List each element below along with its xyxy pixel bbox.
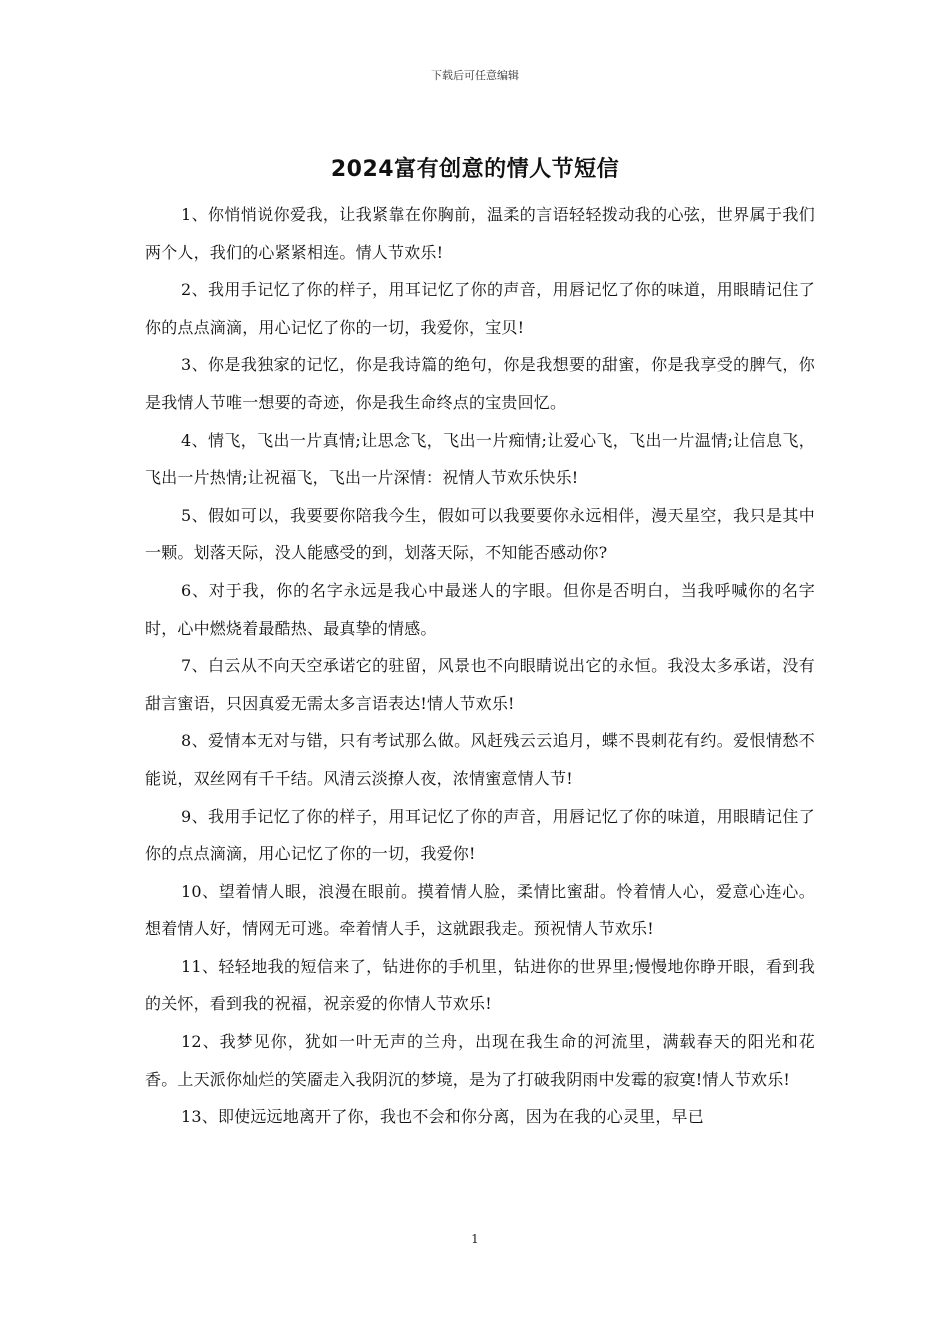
paragraph-3: 3、你是我独家的记忆，你是我诗篇的绝句，你是我想要的甜蜜，你是我享受的脾气，你是我情人节唯一想要的奇迹，你是我生命终点的宝贵回忆。	[145, 355, 815, 412]
paragraph-4: 4、情飞，飞出一片真情;让思念飞，飞出一片痴情;让爱心飞，飞出一片温情;让信息飞，飞出一片热情;让祝福飞，飞出一片深情：祝情人节欢乐快乐!	[145, 430, 815, 488]
paragraph-10: 10、望着情人眼，浪漫在眼前。摸着情人脸，柔情比蜜甜。怜着情人心，爱意心连心。想着情人好，情网无可逃。牵着情人手，这就跟我走。预祝情人节欢乐!	[145, 881, 815, 939]
paragraph-2: 2、我用手记忆了你的样子，用耳记忆了你的声音，用唇记忆了你的味道，用眼睛记住了你的点点滴滴，用心记忆了你的一切，我爱你，宝贝!	[145, 280, 815, 337]
paragraph-12: 12、我梦见你，犹如一叶无声的兰舟，出现在我生命的河流里，满载春天的阳光和花香。上天派你灿烂的笑靥走入我阴沉的梦境，是为了打破我阴雨中发霉的寂寞!情人节欢乐!	[145, 1032, 815, 1089]
page-header-note: 下载后可任意编辑	[431, 69, 519, 82]
paragraph-6: 6、对于我，你的名字永远是我心中最迷人的字眼。但你是否明白，当我呼喊你的名字时，心中燃烧着最酷热、最真挚的情感。	[145, 580, 815, 638]
paragraph-7: 7、白云从不向天空承诺它的驻留，风景也不向眼睛说出它的永恒。我没太多承诺，没有甜言蜜语，只因真爱无需太多言语表达!情人节欢乐!	[145, 656, 815, 713]
page-number: 1	[471, 1232, 479, 1246]
paragraph-9: 9、我用手记忆了你的样子，用耳记忆了你的声音，用唇记忆了你的味道，用眼睛记住了你的点点滴滴，用心记忆了你的一切，我爱你!	[145, 806, 815, 864]
paragraph-8: 8、爱情本无对与错，只有考试那么做。风赶残云云追月，蝶不畏刺花有约。爱恨情愁不能说，双丝网有千千结。风清云淡撩人夜，浓情蜜意情人节!	[145, 731, 815, 788]
document-title: 2024富有创意的情人节短信	[330, 157, 620, 182]
paragraph-11: 11、轻轻地我的短信来了，钻进你的手机里，钻进你的世界里;慢慢地你睁开眼，看到我的关怀，看到我的祝福，祝亲爱的你情人节欢乐!	[145, 956, 815, 1014]
document-body	[145, 196, 815, 1136]
paragraph-1: 1、你悄悄说你爱我，让我紧靠在你胸前，温柔的言语轻轻拨动我的心弦，世界属于我们两个人，我们的心紧紧相连。情人节欢乐!	[145, 205, 815, 262]
paragraph-5: 5、假如可以，我要要你陪我今生，假如可以我要要你永远相伴，漫天星空，我只是其中一颗。划落天际，没人能感受的到，划落天际，不知能否感动你?	[145, 505, 815, 563]
paragraph-13: 13、即使远远地离开了你，我也不会和你分离，因为在我的心灵里，早已	[181, 1107, 704, 1127]
